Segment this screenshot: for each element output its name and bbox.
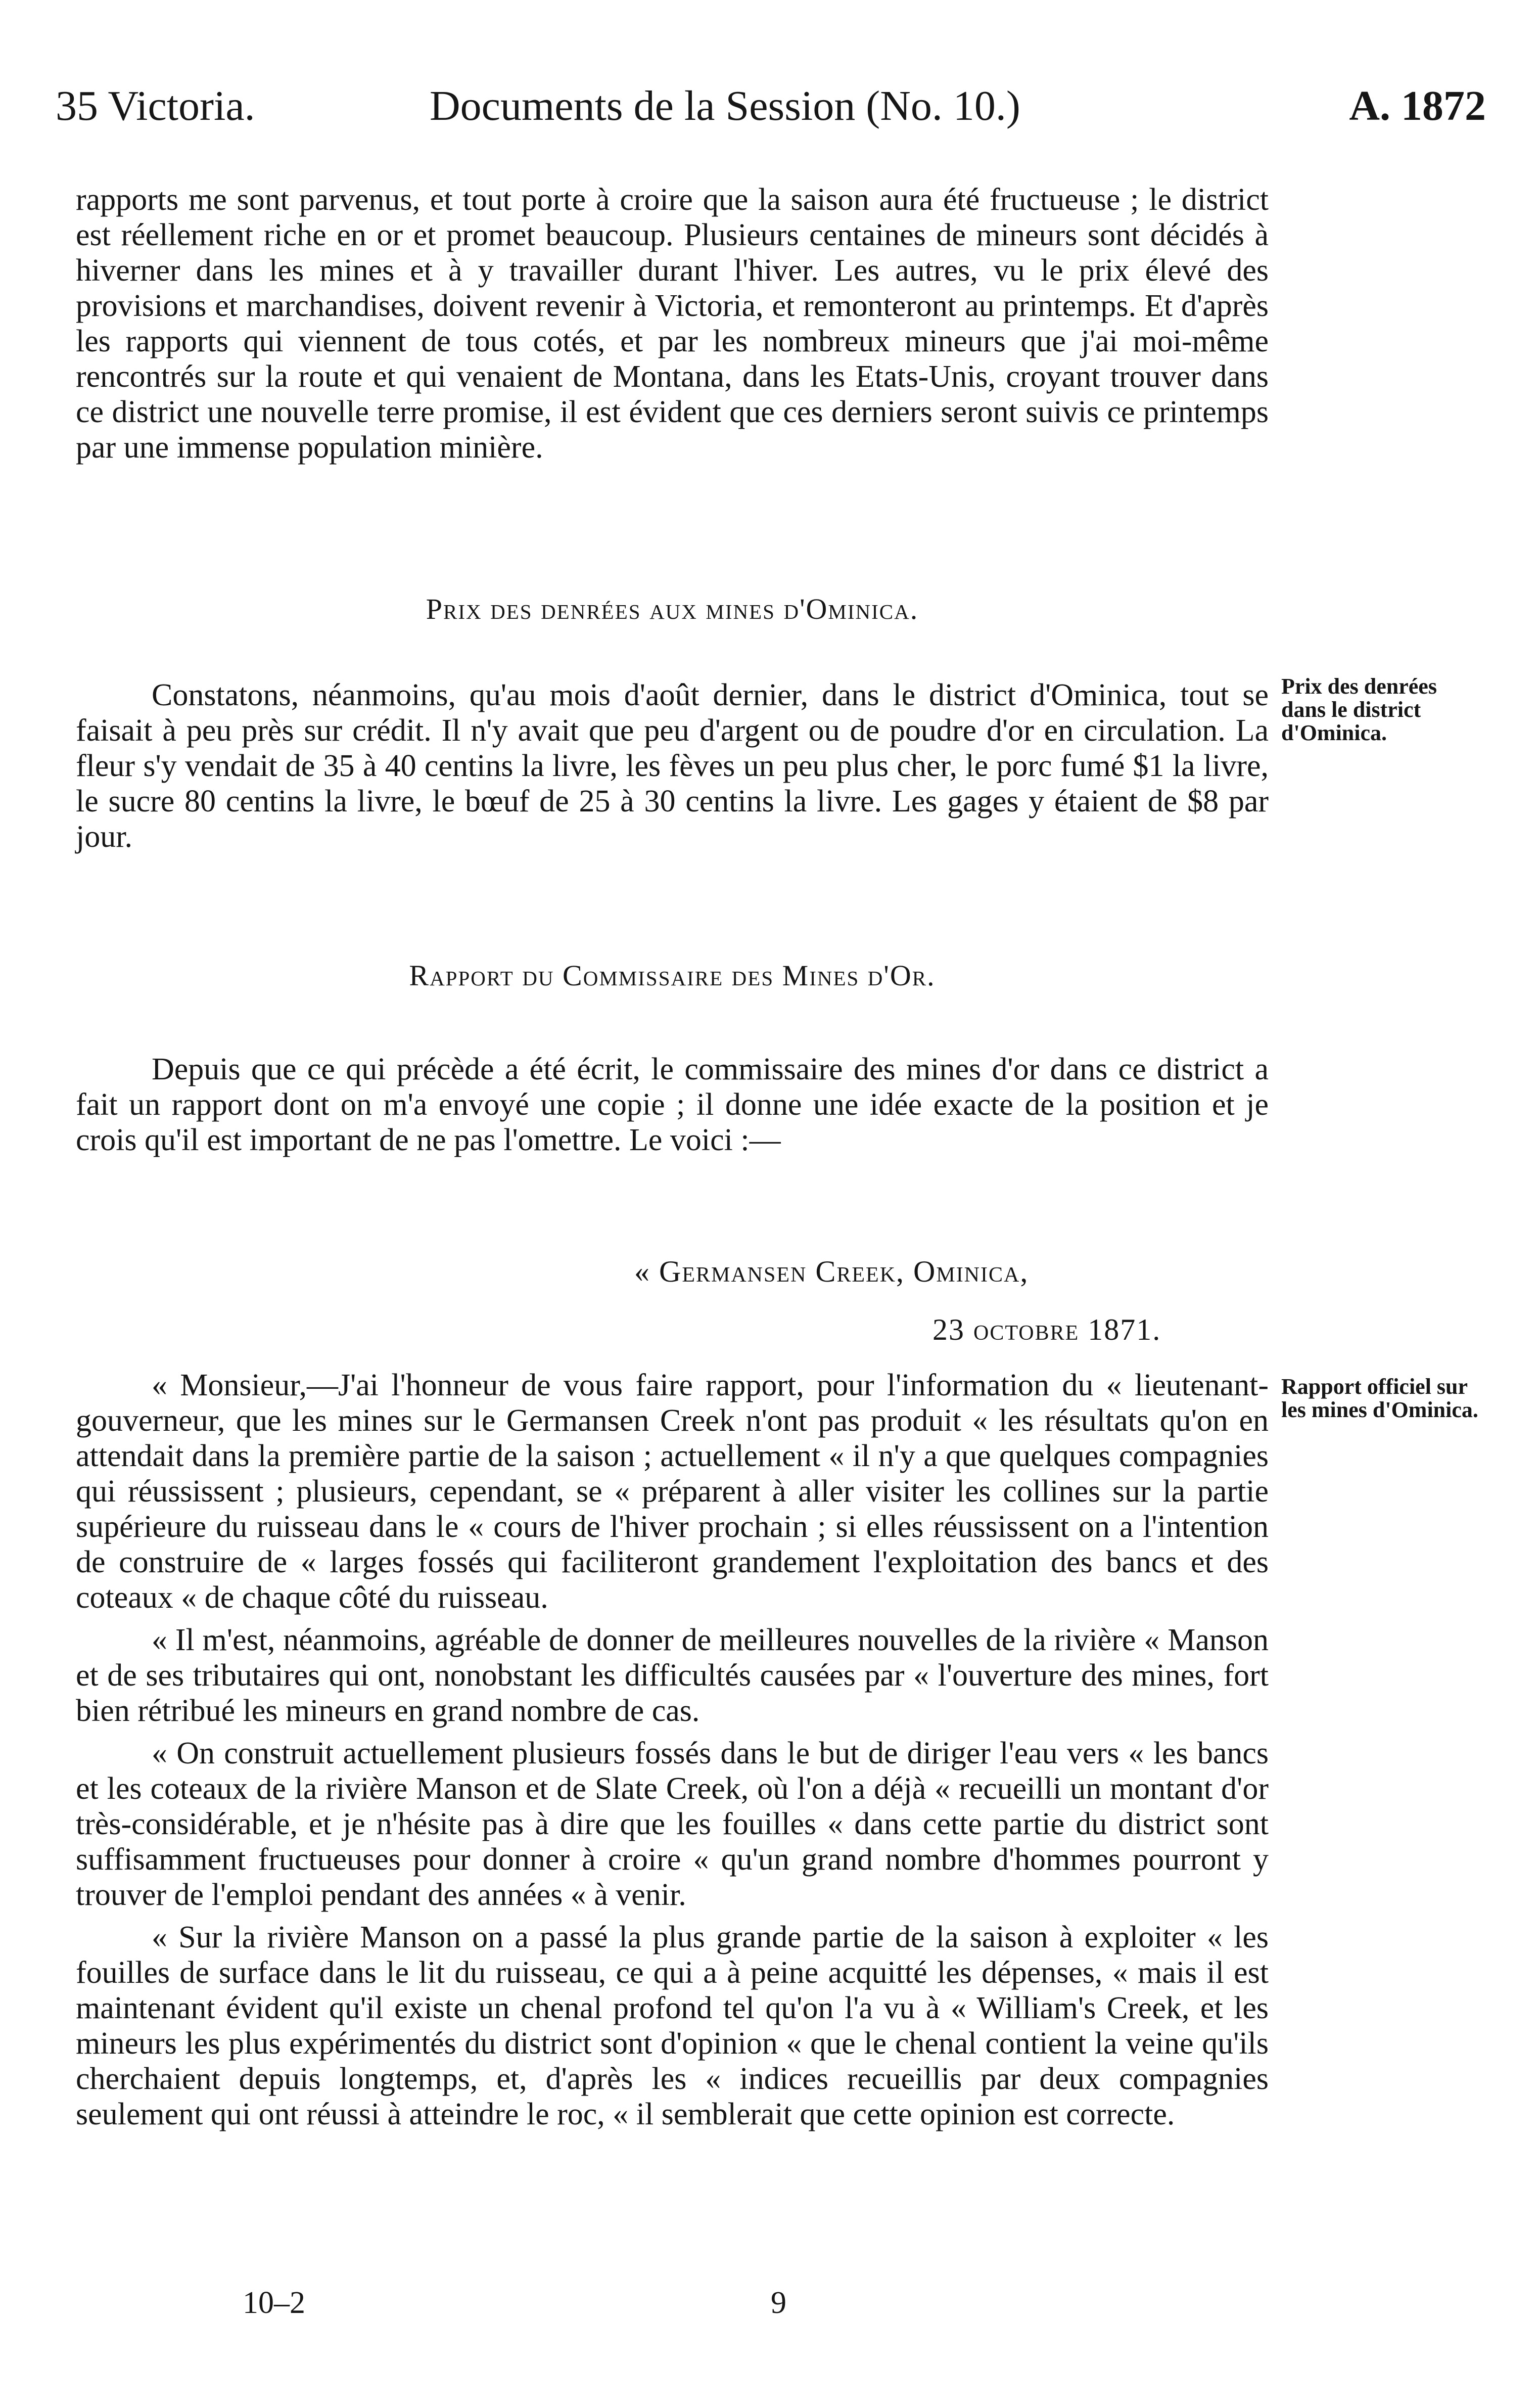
- signature-mark: 10–2: [243, 2286, 305, 2320]
- letter-paragraph-2: « Il m'est, néanmoins, agréable de donner de meilleures nouvelles de la rivière « Manson et de ses tributaires qui ont, nonobstant les difficultés causées par « l'ouverture des mines, fort bien rétribué les mineurs en grand nombre de cas.: [76, 1623, 1269, 1728]
- page-number: 9: [771, 2286, 786, 2320]
- intro-paragraph-block: [76, 182, 1269, 465]
- section-heading-prix: Prix des denrées aux mines d'Ominica.: [426, 593, 919, 625]
- page-footer: [243, 2285, 786, 2321]
- page-header: [56, 76, 1486, 137]
- letter-place: « Germansen Creek, Ominica,: [634, 1255, 1029, 1288]
- header-session: 35 Victoria.: [56, 82, 255, 129]
- letter-paragraph-4: « Sur la rivière Manson on a passé la plus grande partie de la saison à exploiter « les fouilles de surface dans le lit du ruisseau, ce qui a à peine acquitté les dépenses, « mais il est maintenant évident qu'il existe un chenal profond tel qu'on l'a vu à « William's Creek, et les mineurs les plus expérimentés du district sont d'opinion « que le chenal contient la veine qu'ils cherchaient depuis longtemps, et, d'après les « indices recueillis par deux compagnies seulement qui ont réussi à atteindre le roc, « il semblerait que cette opinion est correcte.: [76, 1920, 1269, 2131]
- intro-paragraph: rapports me sont parvenus, et tout porte à croire que la saison aura été fructueuse ; le district est réellement riche en or et promet beaucoup. Plusieurs centaines de mineurs sont décidés à hiverner dans les mines et à y travailler durant l'hiver. Les autres, vu le prix élevé des provisions et marchandises, doivent revenir à Victoria, et remonteront au printemps. Et d'après les rapports qui viennent de tous cotés, et par les nombreux mineurs que j'ai moi-même rencontrés sur la route et qui venaient de Montana, dans les Etats-Unis, croyant trouver dans ce district une nouvelle terre promise, il est évident que ces derniers seront suivis ce printemps par une immense population minière.: [76, 183, 1269, 465]
- section-rapport-paragraph: Depuis que ce qui précède a été écrit, le commissaire des mines d'or dans ce district a fait un rapport dont on m'a envoyé une copie ; il donne une idée exacte de la position et je crois qu'il est important de ne pas l'omettre. Le voici :—: [76, 1052, 1269, 1157]
- letter-paragraph-3: « On construit actuellement plusieurs fossés dans le but de diriger l'eau vers « les bancs et les coteaux de la rivière Manson et de Slate Creek, où l'on a déjà « recueilli un montant d'or très-considérable, et je n'hésite pas à dire que les fouilles « dans cette partie du district sont suffisamment fructueuses pour donner à croire « qu'un grand nombre d'hommes pourront y trouver de l'emploi pendant des années « à venir.: [76, 1736, 1269, 1912]
- section-prix-block: [76, 677, 1269, 854]
- margin-note-prix: Prix des denrées dans le district d'Ominica.: [1281, 674, 1437, 745]
- section-prix-paragraph: Constatons, néanmoins, qu'au mois d'août dernier, dans le district d'Ominica, tout se faisait à peu près sur crédit. Il n'y avait que peu d'argent ou de poudre d'or en circulation. La fleur s'y vendait de 35 à 40 centins la livre, les fèves un peu plus cher, le porc fumé $1 la livre, le sucre 80 centins la livre, le bœuf de 25 à 30 centins la livre. Les gages y étaient de $8 par jour.: [76, 678, 1269, 854]
- section-rapport-block: [76, 1052, 1269, 1158]
- header-document-title: Documents de la Session (No. 10.): [430, 82, 1020, 129]
- header-year: A. 1872: [1349, 82, 1486, 129]
- section-heading-rapport: Rapport du Commissaire des Mines d'Or.: [409, 959, 936, 992]
- margin-note-rapport: Rapport officiel sur les mines d'Ominica.: [1281, 1374, 1478, 1422]
- letter-date: 23 octobre 1871.: [932, 1313, 1161, 1346]
- letter-body: [76, 1368, 1269, 2132]
- letter-paragraph-1: « Monsieur,—J'ai l'honneur de vous faire rapport, pour l'information du « lieutenant-gouverneur, que les mines sur le Germansen Creek n'ont pas produit « les résultats qu'on en attendait dans la première partie de la saison ; actuellement « il n'y a que quelques compagnies qui réussissent ; plusieurs, cependant, se « préparent à aller visiter les collines sur la partie supérieure du ruisseau dans le « cours de l'hiver prochain ; si elles réussissent on a l'intention de construire de « larges fossés qui faciliteront grandement l'exploitation des bancs et des coteaux « de chaque côté du ruisseau.: [76, 1368, 1269, 1615]
